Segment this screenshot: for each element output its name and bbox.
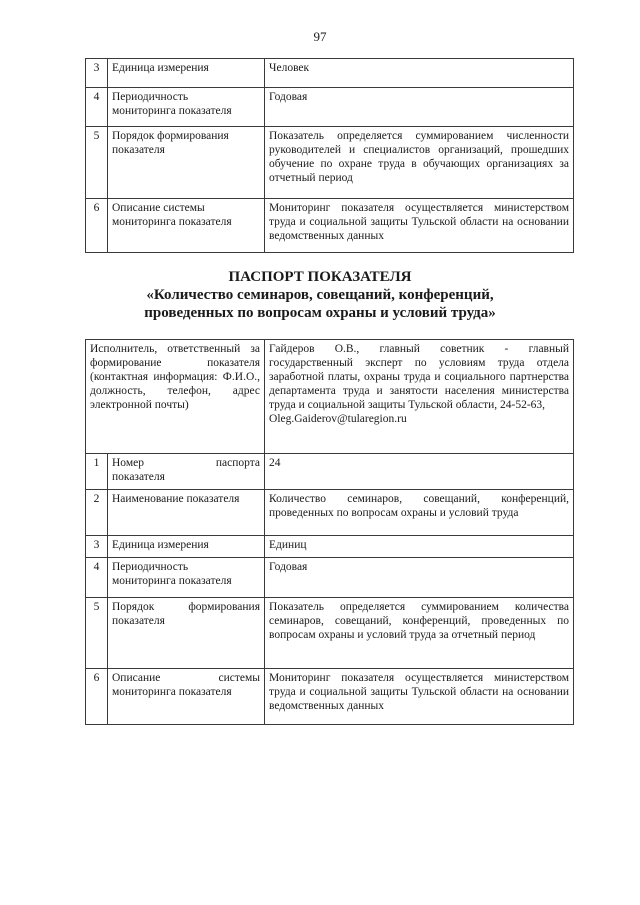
- table-row: [86, 88, 574, 127]
- row-label-line: показателя: [112, 615, 165, 627]
- table-row: [86, 490, 574, 536]
- row-value: Мониторинг показателя осуществляется министерством труда и социальной защиты Тульской области на основании ведомственных данных: [265, 199, 574, 253]
- row-number: 3: [86, 536, 108, 558]
- row-label: Наименование показателя: [108, 490, 265, 536]
- row-number: 5: [86, 598, 108, 669]
- row-value: Годовая: [265, 88, 574, 127]
- row-label: [108, 127, 265, 199]
- row-label: [108, 199, 265, 253]
- executor-value: [265, 340, 574, 454]
- row-label-line: Порядок формирования: [112, 130, 229, 142]
- page-number: 97: [313, 29, 327, 44]
- table-row: [86, 558, 574, 598]
- row-value: 24: [265, 454, 574, 490]
- row-label: [108, 669, 265, 725]
- passport-title-line: «Количество семинаров, совещаний, конференций,: [146, 287, 494, 303]
- table-row: [86, 536, 574, 558]
- row-value: Человек: [265, 59, 574, 88]
- table-row: [86, 127, 574, 199]
- row-value: Показатель определяется суммированием количества семинаров, совещаний, конференций, проведенных по вопросам охраны и условий труда за отчетный период: [265, 598, 574, 669]
- row-number: 1: [86, 454, 108, 490]
- passport-title: [0, 268, 640, 322]
- row-number: 6: [86, 669, 108, 725]
- executor-email: Oleg.Gaiderov@tularegion.ru: [269, 413, 407, 425]
- table-row: [86, 199, 574, 253]
- row-value: Показатель определяется суммированием численности руководителей и специалистов организаций, прошедших обучение по охране труда в обучающих организациях за отчетный период: [265, 127, 574, 199]
- row-label-line: показателя: [112, 144, 165, 156]
- passport-title-line: проведенных по вопросам охраны и условий труда»: [144, 305, 496, 321]
- executor-details: Гайдеров О.В., главный советник - главный государственный эксперт по условиям труда отдела заработной платы, охраны труда и социального партнерства департамента труда и занятости населения министерства труда и социальной защиты Тульской области, 24-52-63,: [269, 343, 570, 411]
- row-label-line: мониторинга показателя: [112, 686, 232, 698]
- row-label: Единица измерения: [108, 59, 265, 88]
- row-label: [108, 454, 265, 490]
- row-number: 4: [86, 88, 108, 127]
- executor-label: Исполнитель, ответственный за формирование показателя (контактная информация: Ф.И.О., должность, телефон, адрес электронной почты): [86, 340, 265, 454]
- row-number: 6: [86, 199, 108, 253]
- row-label-line: мониторинга показателя: [112, 575, 232, 587]
- table-row: [86, 669, 574, 725]
- row-value: Количество семинаров, совещаний, конференций, проведенных по вопросам охраны и условий труда: [265, 490, 574, 536]
- row-number: 5: [86, 127, 108, 199]
- row-label-line: Периодичность: [112, 561, 189, 573]
- passport-title-line: ПАСПОРТ ПОКАЗАТЕЛЯ: [228, 269, 412, 285]
- row-value: Годовая: [265, 558, 574, 598]
- row-label-line: Описание системы: [112, 202, 205, 214]
- row-label-line: Периодичность: [112, 91, 189, 103]
- row-value: Мониторинг показателя осуществляется министерством труда и социальной защиты Тульской области на основании ведомственных данных: [265, 669, 574, 725]
- passport-table-continued: [85, 58, 574, 253]
- row-number: 2: [86, 490, 108, 536]
- row-label: [108, 558, 265, 598]
- passport-table: [85, 339, 574, 725]
- row-value: Единиц: [265, 536, 574, 558]
- row-number: 4: [86, 558, 108, 598]
- row-label: [108, 598, 265, 669]
- table-row: [86, 454, 574, 490]
- table-row: [86, 598, 574, 669]
- row-label-line: Номер паспорта: [112, 457, 261, 469]
- table-row: [86, 59, 574, 88]
- row-label-line: мониторинга показателя: [112, 105, 232, 117]
- row-label-line: показателя: [112, 471, 165, 483]
- row-label-line: Описание системы: [112, 672, 261, 684]
- row-number: 3: [86, 59, 108, 88]
- row-label: [108, 88, 265, 127]
- row-label: Единица измерения: [108, 536, 265, 558]
- executor-row: [86, 340, 574, 454]
- row-label-line: мониторинга показателя: [112, 216, 232, 228]
- row-label-line: Порядок формирования: [112, 601, 261, 613]
